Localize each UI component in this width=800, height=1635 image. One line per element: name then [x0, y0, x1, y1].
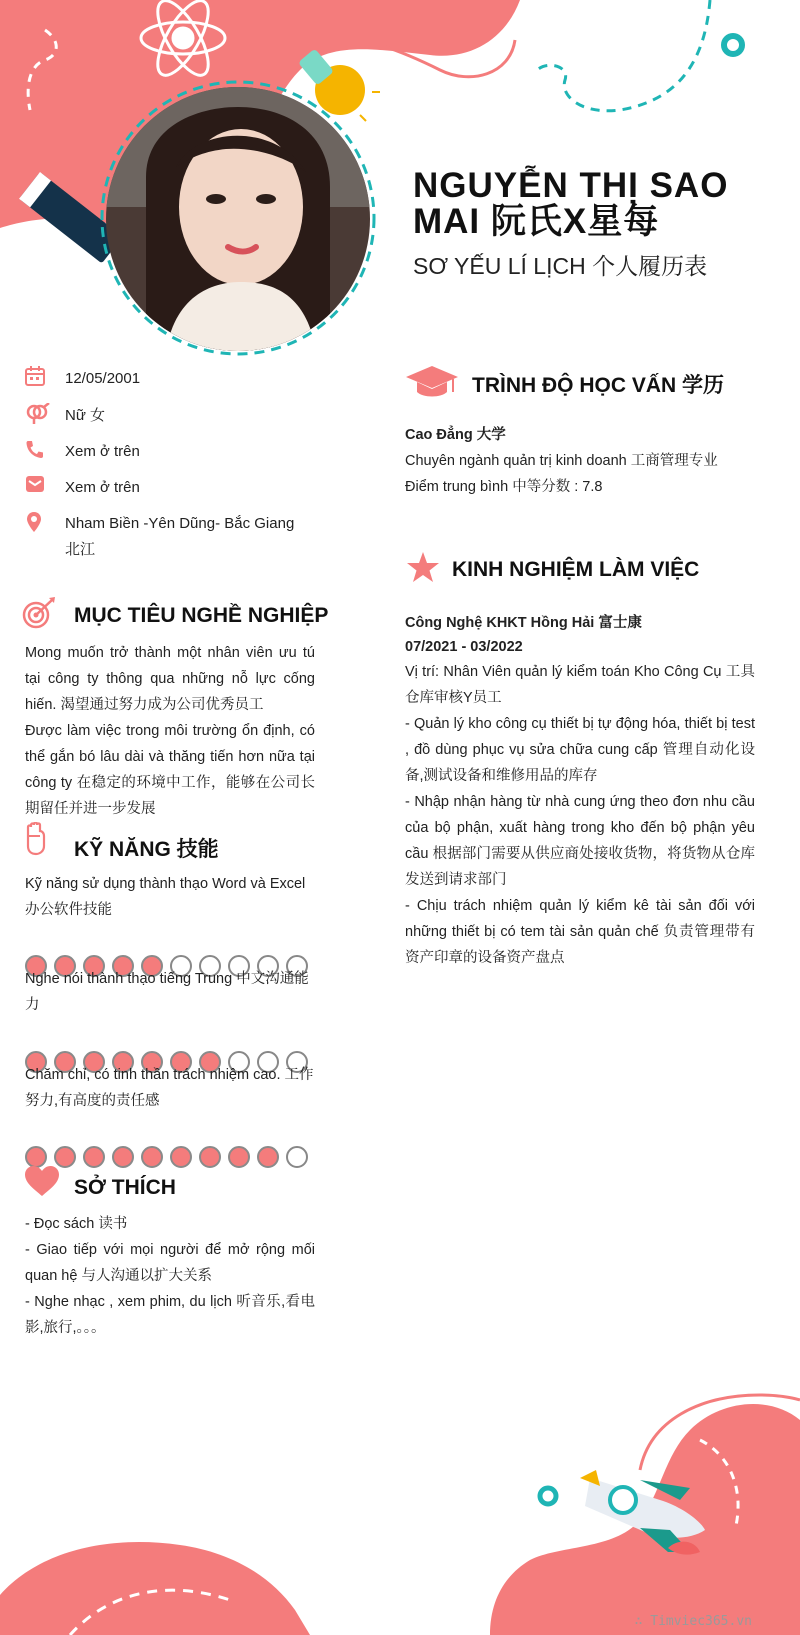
experience-company: Công Nghệ KHKT Hồng Hải 富士康	[405, 615, 642, 631]
address-row	[25, 511, 325, 563]
objective-text	[25, 640, 315, 822]
heart-icon	[24, 1165, 60, 1202]
education-school: Cao Đẳng 大学	[405, 427, 506, 443]
candidate-name: NGUYỄN THỊ SAO MAI 阮氏X星每	[413, 166, 729, 241]
calendar-icon	[25, 366, 65, 392]
gender-text: Nữ 女	[65, 407, 106, 424]
experience-period: 07/2021 - 03/2022	[405, 639, 523, 655]
rating-dot-filled	[228, 1146, 250, 1168]
experience-line: - Nhập nhận hàng từ nhà cung ứng theo đơn nhu cầu của bộ phận, xuất hàng trong kho đến bộ phận yêu cầu 根据部门需要从供应商处接收货物，将货物从仓库发送到请求部门	[405, 794, 755, 888]
rating-dot-filled	[141, 1146, 163, 1168]
gender-icon	[25, 403, 65, 429]
hobbies-title: SỞ THÍCH	[74, 1176, 176, 1199]
rating-dot-empty	[286, 1146, 308, 1168]
phone-row	[25, 439, 325, 465]
gender-row	[25, 403, 325, 429]
email-icon	[25, 475, 65, 501]
skill-rating	[25, 1146, 308, 1168]
rating-dot-filled	[112, 1146, 134, 1168]
address-text: Nham Biền -Yên Dũng- Bắc Giang 北江	[65, 515, 295, 558]
education-gpa: Điểm trung bình 中等分数 : 7.8	[405, 479, 603, 495]
rating-dot-filled	[257, 1146, 279, 1168]
graduation-cap-icon	[405, 364, 459, 405]
email-text: Xem ở trên	[65, 479, 140, 496]
profile-photo	[106, 87, 370, 351]
target-icon	[22, 596, 58, 635]
experience-details	[405, 611, 755, 971]
experience-line: - Quản lý kho công cụ thiết bị tự động hóa, thiết bị test , đồ dùng phục vụ sửa chữa cung cấp 管理自动化设备,测试设备和维修用品的库存	[405, 716, 755, 784]
location-icon	[25, 511, 65, 563]
phone-text: Xem ở trên	[65, 443, 140, 460]
birthdate-row	[25, 366, 325, 392]
birthdate-text: 12/05/2001	[65, 370, 141, 387]
objective-title: MỤC TIÊU NGHỀ NGHIỆP	[74, 604, 329, 627]
skill-label: Chăm chỉ, có tinh thần trách nhiệm cao. 工作努力,有高度的责任感	[25, 1067, 314, 1109]
rating-dot-filled	[199, 1146, 221, 1168]
skills-title: KỸ NĂNG 技能	[74, 838, 219, 861]
hobby-item: - Nghe nhạc , xem phim, du lịch 听音乐,看电影,旅行,。。。	[25, 1294, 315, 1336]
email-row	[25, 475, 325, 501]
phone-icon	[25, 439, 65, 465]
experience-line: - Chịu trách nhiệm quản lý kiểm kê tài sản đối với những thiết bị có tem tài sản quản chế 负责管理带有资产印章的设备资产盘点	[405, 898, 755, 966]
objective-paragraph: Mong muốn trở thành một nhân viên ưu tú tại công ty thông qua những nỗ lực cống hiến. 渴望通过努力成为公司优秀员工	[25, 645, 315, 713]
star-icon	[406, 552, 440, 589]
skill-label: Kỹ năng sử dụng thành thạo Word và Excel 办公软件技能	[25, 876, 306, 918]
education-major: Chuyên ngành quản trị kinh doanh 工商管理专业	[405, 453, 718, 469]
hobby-item: - Giao tiếp với mọi người để mở rộng mối quan hệ 与人沟通以扩大关系	[25, 1242, 315, 1284]
education-title: TRÌNH ĐỘ HỌC VẤN 学历	[472, 374, 724, 397]
objective-paragraph: Được làm việc trong môi trường ổn định, có thể gắn bó lâu dài và thăng tiến hơn nữa tại công ty 在稳定的环境中工作，能够在公司长期留任并进一步发展	[25, 723, 315, 817]
rating-dot-filled	[170, 1146, 192, 1168]
rating-dot-filled	[83, 1146, 105, 1168]
watermark: ∴ Timviec365.vn	[634, 1614, 752, 1629]
hobby-item: - Đọc sách 读书	[25, 1216, 128, 1232]
page-subtitle: SƠ YẾU LÍ LỊCH 个人履历表	[413, 253, 708, 279]
experience-line: Vị trí: Nhân Viên quản lý kiểm toán Kho Công Cụ 工具仓库审核Y员工	[405, 664, 755, 706]
education-details	[405, 422, 765, 500]
skill-label: Nghe nói thành thạo tiếng Trung 中文沟通能力	[25, 971, 309, 1013]
fist-icon	[24, 822, 48, 861]
experience-title: KINH NGHIỆM LÀM VIỆC	[452, 558, 700, 581]
hobbies-text	[25, 1211, 315, 1341]
